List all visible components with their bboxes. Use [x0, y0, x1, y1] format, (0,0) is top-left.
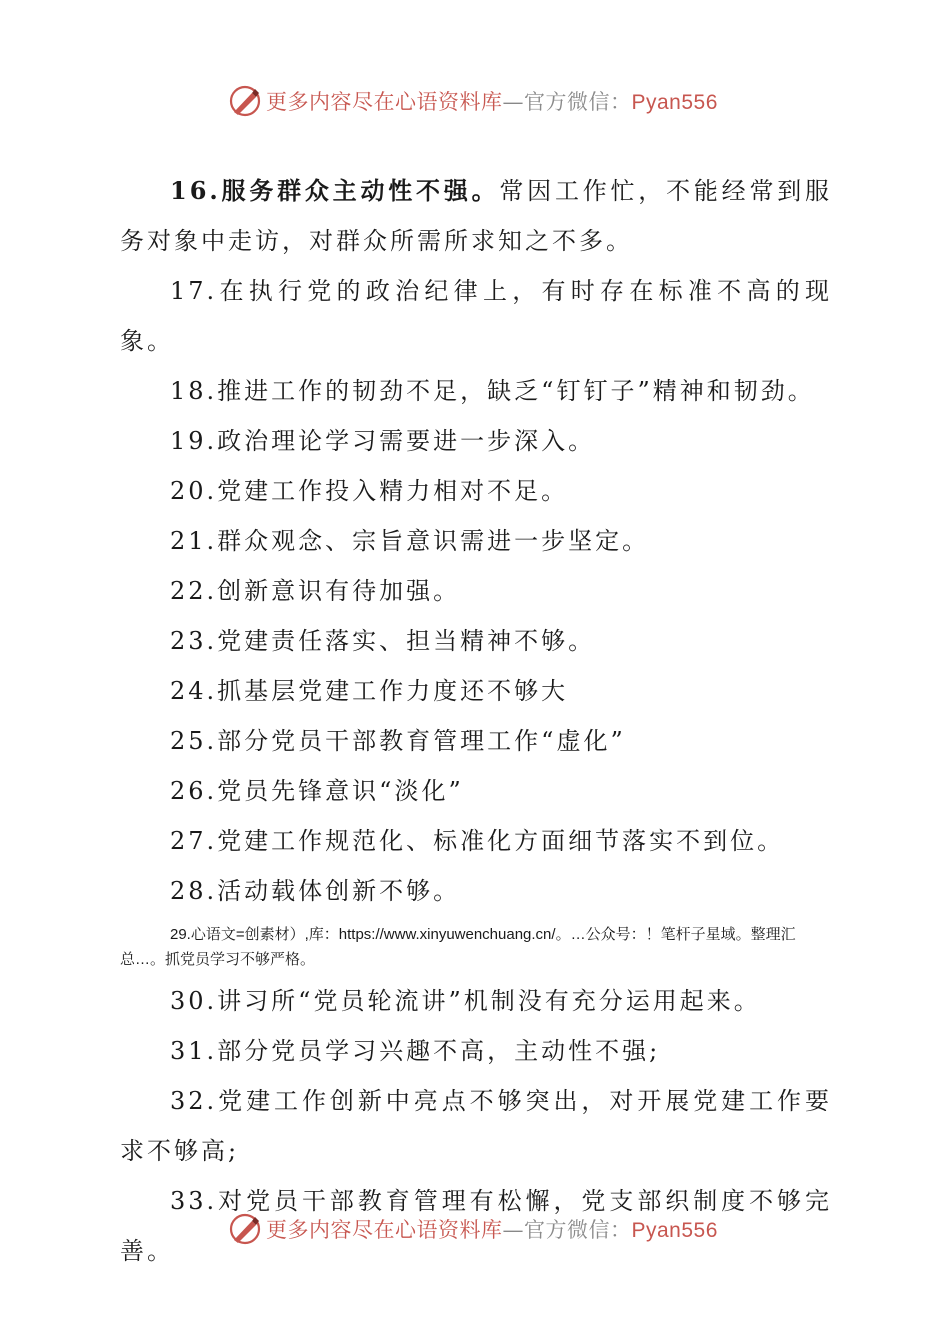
item-text: 讲习所“党员轮流讲”机制没有充分运用起来。 [217, 987, 761, 1015]
item-number: 25. [170, 727, 218, 755]
list-item-18 [120, 366, 832, 416]
list-item-20 [120, 466, 832, 516]
item-number: 27. [170, 827, 218, 855]
list-item-30 [120, 976, 832, 1026]
item-number: 33. [170, 1187, 218, 1215]
item-text: 部分党员学习兴趣不高，主动性不强; [217, 1037, 661, 1065]
list-item-28 [120, 866, 832, 916]
item-number: 18. [170, 377, 218, 405]
list-item-31 [120, 1026, 832, 1076]
item-text: 部分党员干部教育管理工作“虚化” [217, 727, 626, 755]
item-number: 16. [170, 176, 221, 205]
banner-text: 更多内容尽在心语资料库—官方微信：Pyan556 [266, 90, 718, 114]
item-text: 党建责任落实、担当精神不够。 [217, 627, 596, 655]
item-heading: 服务群众主动性不强。 [220, 176, 500, 205]
item-text: 常因工作忙，不能经常到服务对象中走访，对群众所需所求知之不多。 [120, 177, 833, 255]
document-body [120, 166, 832, 1276]
item-text: 党建工作创新中亮点不够突出，对开展党建工作要求不够高; [120, 1087, 832, 1165]
list-item-25 [120, 716, 832, 766]
footer-banner [0, 1210, 950, 1250]
item-text: 群众观念、宗旨意识需进一步坚定。 [217, 527, 650, 555]
item-text: 对党员干部教育管理有松懈，党支部织制度不够完善。 [120, 1187, 832, 1265]
item-number: 19. [170, 427, 218, 455]
list-item-19 [120, 416, 832, 466]
item-number: 20. [170, 477, 218, 505]
pen-logo-icon [228, 84, 262, 118]
item-text: 推进工作的韧劲不足，缺乏“钉钉子”精神和韧劲。 [217, 377, 815, 405]
item-text: 抓基层党建工作力度还不够大 [217, 677, 569, 705]
list-item-29: 29.心语文=创素材）,库：https://www.xinyuwenchuang.cn/。…公众号：！笔杆子星域。整理汇总…。抓党员学习不够严格。 [120, 926, 796, 968]
item-number: 30. [170, 987, 218, 1015]
item-text: 党建工作规范化、标准化方面细节落实不到位。 [217, 827, 785, 855]
list-item-26 [120, 766, 832, 816]
item-number: 23. [170, 627, 218, 655]
item-number: 32. [170, 1087, 218, 1115]
list-item-17 [120, 266, 832, 366]
list-item-27 [120, 816, 832, 866]
item-number: 31. [170, 1037, 218, 1065]
item-number: 22. [170, 577, 218, 605]
item-text: 活动载体创新不够。 [217, 877, 461, 905]
list-item-24 [120, 666, 832, 716]
item-text: 党员先锋意识“淡化” [217, 777, 464, 805]
item-number: 26. [170, 777, 218, 805]
item-number: 21. [170, 527, 218, 555]
list-item-21 [120, 516, 832, 566]
item-number: 28. [170, 877, 218, 905]
item-number: 17. [170, 277, 218, 305]
list-item-23 [120, 616, 832, 666]
item-number: 24. [170, 677, 218, 705]
list-item-32 [120, 1076, 832, 1176]
item-text: 创新意识有待加强。 [217, 577, 461, 605]
list-item-16 [120, 166, 832, 266]
item-text: 政治理论学习需要进一步深入。 [217, 427, 596, 455]
item-text: 党建工作投入精力相对不足。 [217, 477, 569, 505]
item-text: 在执行党的政治纪律上，有时存在标准不高的现象。 [120, 277, 832, 355]
header-banner [0, 82, 950, 122]
list-item-22 [120, 566, 832, 616]
banner-text: 更多内容尽在心语资料库—官方微信：Pyan556 [266, 1218, 718, 1242]
pen-logo-icon [228, 1212, 262, 1246]
